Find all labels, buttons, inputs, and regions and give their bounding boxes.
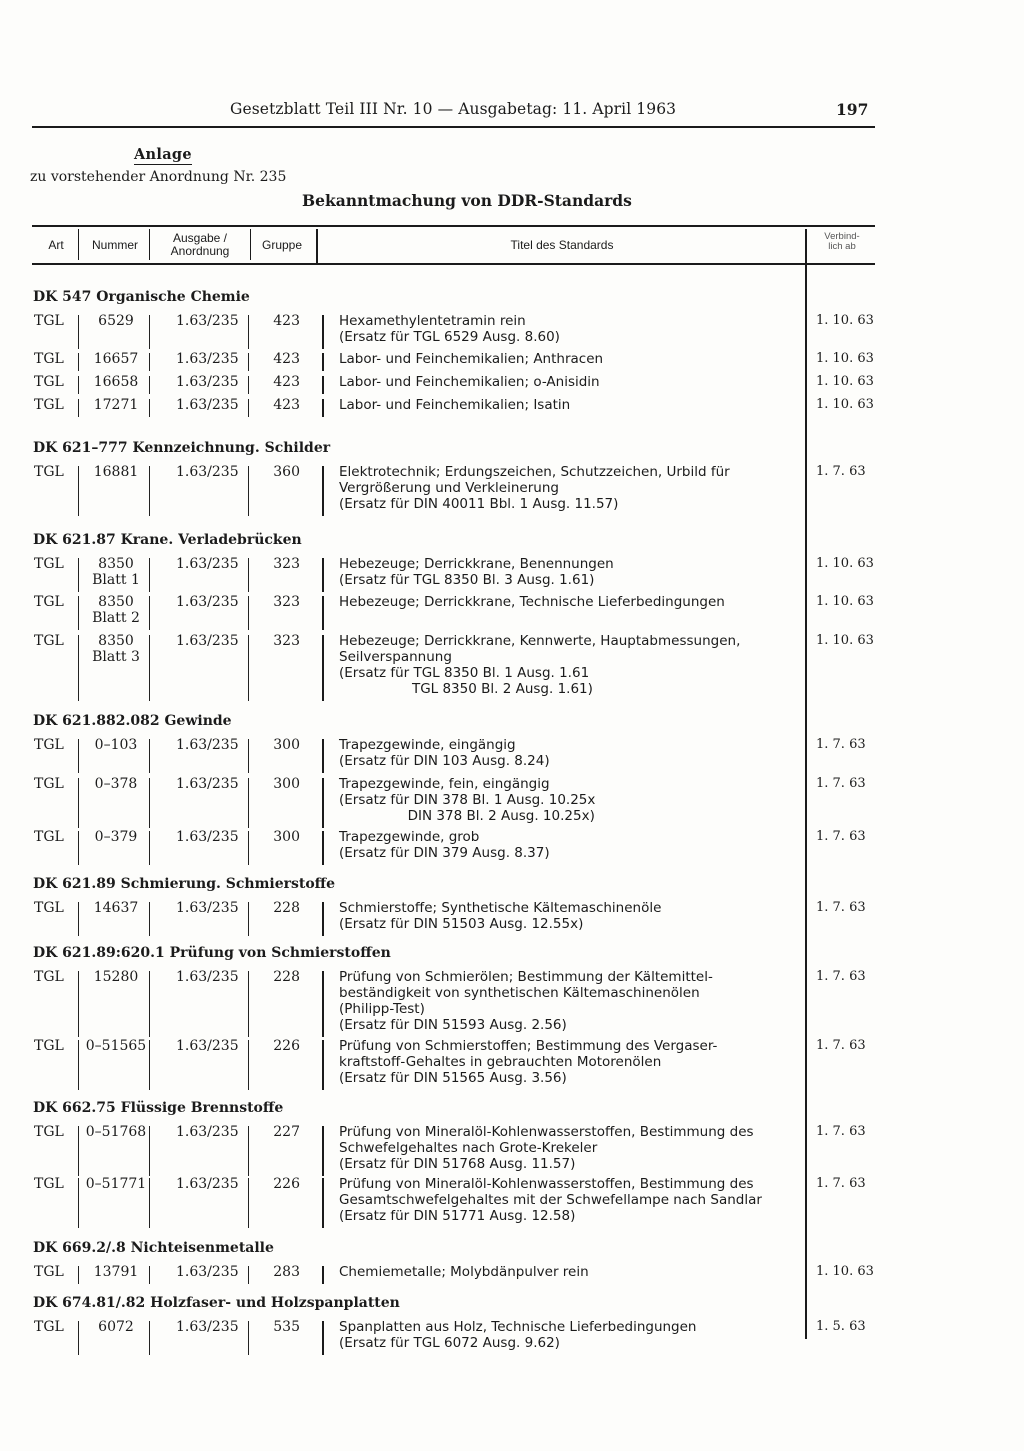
standard-effective-date: 1. 7. 63 [816,464,866,479]
standard-effective-date: 1. 10. 63 [816,556,874,571]
col-gruppe: Gruppe [261,238,303,252]
standard-effective-date: 1. 7. 63 [816,829,866,844]
row-divider [78,399,79,417]
row-divider [322,596,324,630]
row-divider [78,376,79,394]
standard-issue: 1.63/235 [176,594,239,610]
row-divider [322,1040,324,1090]
standard-number: 13791 [93,1264,139,1280]
row-divider [248,399,249,417]
standard-title: Hexamethylentetramin rein (Ersatz für TGL 6529 Ausg. 8.60) [339,313,560,345]
standard-issue: 1.63/235 [176,1319,239,1335]
standard-issue: 1.63/235 [176,1264,239,1280]
standard-title: Schmierstoffe; Synthetische Kältemaschinenöle (Ersatz für DIN 51503 Ausg. 12.55x) [339,900,662,932]
date-column-rule [805,229,807,1339]
row-divider [149,1321,150,1355]
standard-number: 17271 [93,397,139,413]
standard-title: Trapezgewinde, grob (Ersatz für DIN 379 Ausg. 8.37) [339,829,550,861]
row-divider [248,739,249,773]
anlage-subtitle: zu vorstehender Anordnung Nr. 235 [30,169,287,185]
standard-issue: 1.63/235 [176,829,239,845]
standard-title: Hebezeuge; Derrickkrane, Benennungen (Ersatz für TGL 8350 Bl. 3 Ausg. 1.61) [339,556,614,588]
standard-type: TGL [34,969,64,985]
standard-type: TGL [34,633,64,649]
standard-title: Trapezgewinde, fein, eingängig (Ersatz für DIN 378 Bl. 1 Ausg. 10.25x DIN 378 Bl. 2 Ausg. 10.25x) [339,776,596,824]
table-top-rule [32,225,875,227]
row-divider [322,971,324,1037]
row-divider [78,1126,79,1176]
row-divider [248,971,249,1037]
standard-title: Spanplatten aus Holz, Technische Lieferbedingungen (Ersatz für TGL 6072 Ausg. 9.62) [339,1319,697,1351]
standard-title: Chemiemetalle; Molybdänpulver rein [339,1264,589,1280]
col-divider [316,229,318,264]
col-nummer: Nummer [91,238,138,252]
standard-issue: 1.63/235 [176,397,239,413]
row-divider [149,902,150,936]
row-divider [149,1126,150,1176]
standard-effective-date: 1. 5. 63 [816,1319,866,1334]
standard-issue: 1.63/235 [176,1176,239,1192]
standard-effective-date: 1. 7. 63 [816,737,866,752]
section-title: DK 621–777 Kennzeichnung. Schilder [33,440,331,456]
row-divider [322,635,324,701]
row-divider [149,376,150,394]
standard-effective-date: 1. 10. 63 [816,1264,874,1279]
row-divider [248,558,249,592]
standard-number: 0–51768 [85,1124,147,1140]
row-divider [78,1040,79,1090]
section-title: DK 621.89 Schmierung. Schmierstoffe [33,876,336,892]
standard-number: 15280 [93,969,139,985]
standard-number: 14637 [93,900,139,916]
standard-title: Labor- und Feinchemikalien; Isatin [339,397,571,413]
standard-type: TGL [34,1319,64,1335]
row-divider [248,635,249,701]
standard-number: 8350 Blatt 1 [92,556,140,588]
standard-effective-date: 1. 10. 63 [816,594,874,609]
standard-effective-date: 1. 7. 63 [816,776,866,791]
standard-type: TGL [34,374,64,390]
standard-effective-date: 1. 7. 63 [816,969,866,984]
standard-issue: 1.63/235 [176,900,239,916]
section-title: DK 621.89:620.1 Prüfung von Schmierstoffen [33,945,391,961]
row-divider [78,902,79,936]
section-title: DK 662.75 Flüssige Brennstoffe [33,1100,284,1116]
row-divider [248,902,249,936]
standard-type: TGL [34,829,64,845]
standard-type: TGL [34,351,64,367]
row-divider [248,1040,249,1090]
row-divider [322,376,324,394]
standard-title: Labor- und Feinchemikalien; o-Anisidin [339,374,600,390]
row-divider [322,831,324,865]
row-divider [248,376,249,394]
standard-issue: 1.63/235 [176,1124,239,1140]
row-divider [78,635,79,701]
row-divider [322,353,324,371]
standard-group: 323 [273,594,300,610]
standard-group: 228 [273,969,300,985]
standard-group: 360 [273,464,300,480]
standard-effective-date: 1. 10. 63 [816,397,874,412]
standard-issue: 1.63/235 [176,351,239,367]
row-divider [149,466,150,516]
row-divider [322,1321,324,1355]
row-divider [149,353,150,371]
standard-group: 323 [273,633,300,649]
row-divider [149,399,150,417]
standard-type: TGL [34,313,64,329]
section-title: DK 674.81/.82 Holzfaser- und Holzspanplatten [33,1295,400,1311]
standard-group: 423 [273,351,300,367]
standard-group: 228 [273,900,300,916]
row-divider [322,1266,324,1284]
standard-title: Prüfung von Mineralöl-Kohlenwasserstoffen, Bestimmung des Schwefelgehaltes nach Grote-Krekeler (Ersatz für DIN 51768 Ausg. 11.57) [339,1124,754,1172]
row-divider [248,596,249,630]
standard-title: Hebezeuge; Derrickkrane, Kennwerte, Hauptabmessungen, Seilverspannung (Ersatz für TGL 8350 Bl. 1 Ausg. 1.61 TGL 8350 Bl. 2 Ausg. 1.61) [339,633,741,697]
col-ausgabe: Ausgabe / Anordnung [170,231,230,258]
standard-type: TGL [34,556,64,572]
standard-group: 283 [273,1264,300,1280]
standard-type: TGL [34,900,64,916]
anlage-title: Anlage [134,146,192,163]
row-divider [149,739,150,773]
row-divider [322,1178,324,1228]
standard-type: TGL [34,1124,64,1140]
col-verbindlich: Verbind- lich ab [824,231,860,252]
page-number: 197 [836,100,869,119]
row-divider [322,902,324,936]
standard-number: 6072 [98,1319,134,1335]
standard-group: 535 [273,1319,300,1335]
standard-number: 0–103 [94,737,138,753]
row-divider [78,558,79,592]
row-divider [322,466,324,516]
gazette-header: Gesetzblatt Teil III Nr. 10 — Ausgabetag: 11. April 1963 [230,100,677,118]
standard-effective-date: 1. 7. 63 [816,900,866,915]
standard-number: 8350 Blatt 2 [92,594,140,626]
col-divider [250,229,251,260]
row-divider [322,1126,324,1176]
standard-group: 226 [273,1038,300,1054]
standard-type: TGL [34,464,64,480]
row-divider [149,831,150,865]
standard-number: 16657 [93,351,139,367]
standard-issue: 1.63/235 [176,374,239,390]
standard-title: Prüfung von Schmierstoffen; Bestimmung des Vergaser- kraftstoff-Gehaltes in gebrauchten Motorenölen (Ersatz für DIN 51565 Ausg. 3.56) [339,1038,718,1086]
row-divider [322,558,324,592]
row-divider [78,1266,79,1284]
standard-group: 300 [273,737,300,753]
standard-type: TGL [34,1038,64,1054]
row-divider [78,353,79,371]
col-divider [78,229,79,260]
standard-issue: 1.63/235 [176,633,239,649]
standard-title: Prüfung von Schmierölen; Bestimmung der Kältemittel- beständigkeit von synthetischen Kältemaschinenölen (Philipp-Test) (Ersatz für DIN 51593 Ausg. 2.56) [339,969,713,1033]
standard-issue: 1.63/235 [176,464,239,480]
standard-issue: 1.63/235 [176,776,239,792]
row-divider [248,1266,249,1284]
standard-type: TGL [34,776,64,792]
row-divider [149,635,150,701]
row-divider [78,831,79,865]
standard-type: TGL [34,1176,64,1192]
row-divider [322,778,324,828]
header-rule [32,126,875,128]
standard-number: 0–378 [94,776,138,792]
standard-issue: 1.63/235 [176,969,239,985]
row-divider [78,466,79,516]
standard-effective-date: 1. 10. 63 [816,374,874,389]
standard-group: 423 [273,374,300,390]
section-title: DK 621.882.082 Gewinde [33,713,232,729]
row-divider [149,596,150,630]
row-divider [149,1040,150,1090]
standard-title: Hebezeuge; Derrickkrane, Technische Lieferbedingungen [339,594,725,610]
col-art: Art [48,238,64,252]
standard-number: 16881 [93,464,139,480]
row-divider [248,778,249,828]
document-title: Bekanntmachung von DDR-Standards [302,191,632,210]
standard-group: 227 [273,1124,300,1140]
row-divider [248,466,249,516]
standard-number: 8350 Blatt 3 [92,633,140,665]
row-divider [248,1178,249,1228]
row-divider [78,315,79,349]
row-divider [78,778,79,828]
table-header-rule [32,263,875,265]
row-divider [78,971,79,1037]
standard-title: Trapezgewinde, eingängig (Ersatz für DIN 103 Ausg. 8.24) [339,737,550,769]
standard-number: 0–51565 [85,1038,147,1054]
standard-effective-date: 1. 10. 63 [816,313,874,328]
standard-type: TGL [34,594,64,610]
standard-group: 300 [273,776,300,792]
standard-group: 423 [273,313,300,329]
row-divider [149,1178,150,1228]
section-title: DK 669.2/.8 Nichteisenmetalle [33,1240,274,1256]
standard-issue: 1.63/235 [176,737,239,753]
row-divider [149,971,150,1037]
row-divider [78,596,79,630]
row-divider [78,1178,79,1228]
row-divider [149,558,150,592]
row-divider [78,739,79,773]
standard-group: 226 [273,1176,300,1192]
standard-group: 423 [273,397,300,413]
standard-issue: 1.63/235 [176,556,239,572]
section-title: DK 547 Organische Chemie [33,289,250,305]
standard-number: 0–51771 [85,1176,147,1192]
standard-number: 16658 [93,374,139,390]
row-divider [248,1321,249,1355]
standard-effective-date: 1. 7. 63 [816,1124,866,1139]
row-divider [78,1321,79,1355]
standard-issue: 1.63/235 [176,1038,239,1054]
row-divider [149,1266,150,1284]
standard-title: Prüfung von Mineralöl-Kohlenwasserstoffen, Bestimmung des Gesamtschwefelgehaltes mit der Schwefellampe nach Sandlar (Ersatz für DIN 51771 Ausg. 12.58) [339,1176,762,1224]
standard-effective-date: 1. 10. 63 [816,633,874,648]
col-divider [149,229,150,260]
row-divider [248,831,249,865]
standard-issue: 1.63/235 [176,313,239,329]
standard-group: 323 [273,556,300,572]
row-divider [149,778,150,828]
standard-number: 0–379 [94,829,138,845]
section-title: DK 621.87 Krane. Verladebrücken [33,532,302,548]
row-divider [322,399,324,417]
standard-type: TGL [34,1264,64,1280]
row-divider [248,353,249,371]
standard-effective-date: 1. 10. 63 [816,351,874,366]
row-divider [248,315,249,349]
standard-title: Elektrotechnik; Erdungszeichen, Schutzzeichen, Urbild für Vergrößerung und Verkleinerung (Ersatz für DIN 40011 Bbl. 1 Ausg. 11.57) [339,464,730,512]
standard-type: TGL [34,737,64,753]
row-divider [248,1126,249,1176]
col-titel: Titel des Standards [510,238,614,252]
standard-effective-date: 1. 7. 63 [816,1176,866,1191]
row-divider [322,315,324,349]
standard-number: 6529 [98,313,134,329]
standard-effective-date: 1. 7. 63 [816,1038,866,1053]
standard-type: TGL [34,397,64,413]
standard-group: 300 [273,829,300,845]
row-divider [149,315,150,349]
row-divider [322,739,324,773]
standard-title: Labor- und Feinchemikalien; Anthracen [339,351,604,367]
